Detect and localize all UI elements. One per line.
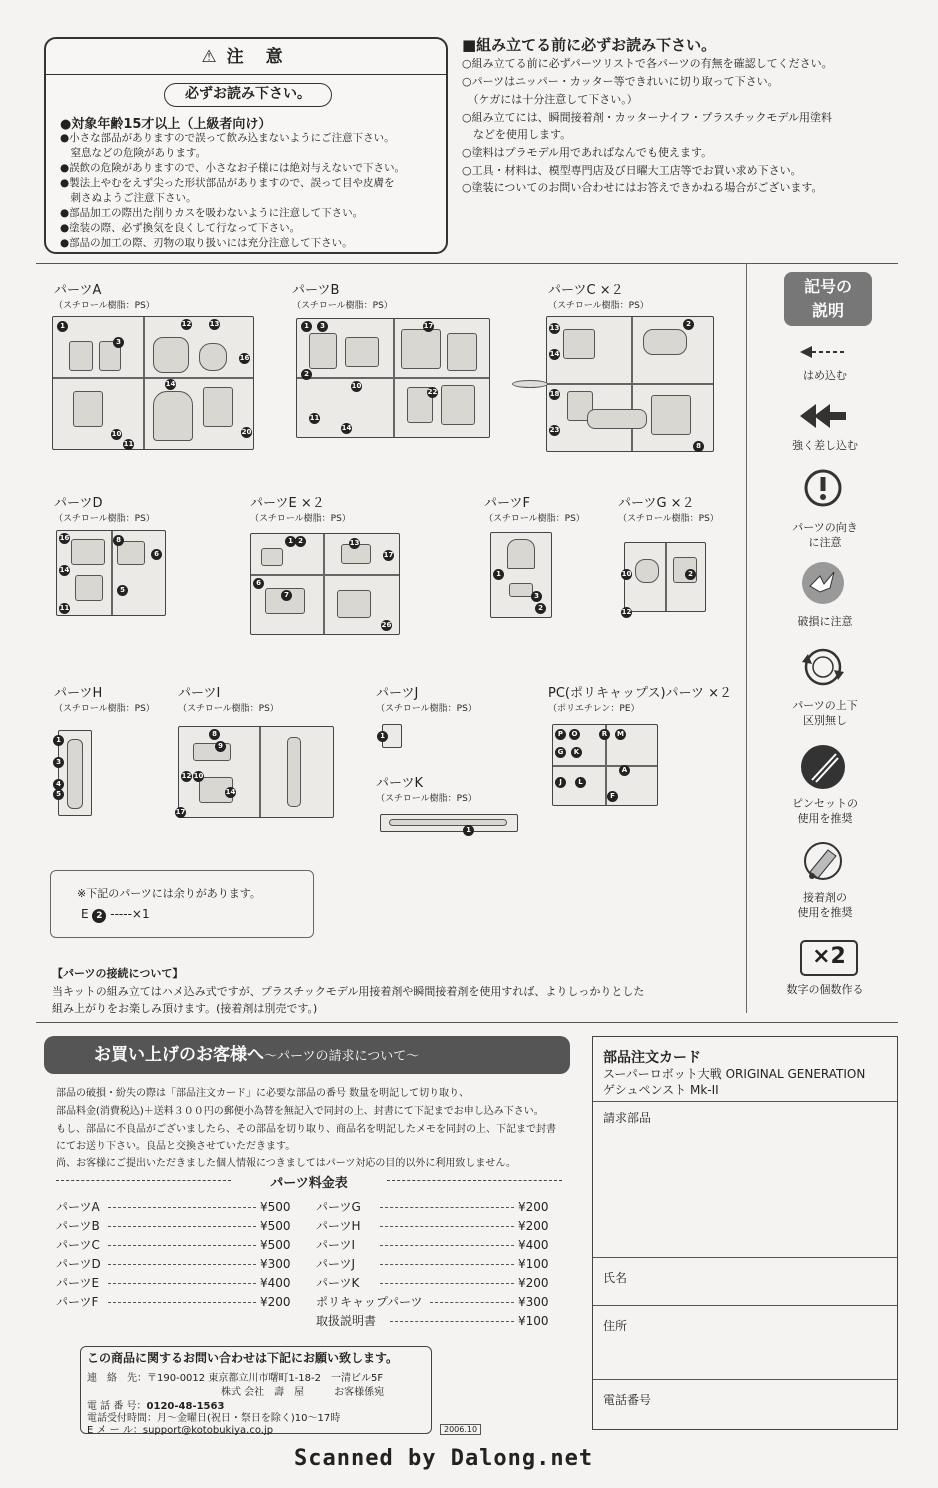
price-value: ¥200 <box>260 1295 291 1309</box>
price-row <box>56 1293 291 1310</box>
part-material: （スチロール樹脂：PS） <box>54 704 155 714</box>
price-row <box>316 1255 549 1272</box>
price-name: パーツB <box>56 1219 100 1233</box>
symbol-panel-title <box>784 272 872 326</box>
blade-piece <box>512 380 548 388</box>
part-pc-header <box>548 682 732 714</box>
price-row <box>56 1236 291 1253</box>
caution-subtitle: 必ずお読み下さい。 <box>164 83 332 107</box>
part-material: （スチロール樹脂：PS） <box>250 514 351 524</box>
part-j-header <box>376 682 477 714</box>
tweezers-icon <box>800 744 846 790</box>
sprue-a: 1 12 13 3 14 16 10 11 20 <box>52 316 254 450</box>
part-material: （スチロール樹脂：PS） <box>548 301 649 311</box>
remainder-item <box>81 907 150 923</box>
sprue-h: 1 3 4 5 <box>58 730 92 816</box>
price-row <box>316 1198 549 1215</box>
contact-label: 電 話 番 号： <box>87 1401 147 1412</box>
purchase-line: 尚、お客様にご提出いただきました個人情報につきましてはパーツ対応の目的以外に利用致しません。 <box>56 1158 516 1169</box>
price-value: ¥200 <box>518 1276 549 1290</box>
symbol-label: ピンセットの 使用を推奨 <box>792 797 858 825</box>
sprue-g: 10 2 12 <box>624 542 706 612</box>
part-label: パーツG ×２ <box>618 496 695 511</box>
break-icon <box>800 560 846 606</box>
price-value: ¥300 <box>518 1295 549 1309</box>
caution-title: 注 意 <box>226 47 291 67</box>
sprue-i: 8 9 12 10 14 17 <box>178 726 334 818</box>
order-card-phone: 電話番号 <box>603 1393 652 1407</box>
contact-address <box>87 1369 383 1384</box>
part-f-header <box>484 492 585 524</box>
purchase-line: 部品料金(消費税込)＋送料３００円の郵便小為替を無記入で同封の上、封書にて下記までお申し込み下さい。 <box>56 1106 544 1117</box>
connection-line: 当キットの組み立てはハメ込み式ですが、プラスチックモデル用接着剤や瞬間接着剤を使用すれば、よりしっかりとした <box>52 985 645 998</box>
order-card-name: 氏名 <box>603 1271 628 1285</box>
sprue-b: 1 3 17 2 10 22 11 14 <box>296 318 490 438</box>
before-line: ○塗装についてのお問い合わせにはお答えできかねる場合がございます。 <box>462 181 823 194</box>
caution-line: ●小さな部品がありますので誤って飲み込まないようにご注意下さい。 <box>60 132 395 144</box>
order-card-request: 請求部品 <box>603 1111 652 1125</box>
price-row <box>56 1255 291 1272</box>
sprue-d: 16 8 6 14 5 11 <box>56 530 166 616</box>
remainder-note: ※下記のパーツには余りがあります。 <box>77 887 261 900</box>
price-name: パーツG <box>316 1200 361 1214</box>
contact-label: 連 絡 先： <box>87 1373 147 1384</box>
price-name: パーツE <box>56 1276 100 1290</box>
caution-line: ●部品加工の際出た削りカスを吸わないように注意して下さい。 <box>60 207 364 219</box>
part-label: パーツJ <box>376 686 419 701</box>
connection-title: 【パーツの接続について】 <box>52 967 184 980</box>
order-card <box>592 1036 898 1430</box>
price-value: ¥200 <box>518 1219 549 1233</box>
purchase-banner-sub: ～パーツの請求について～ <box>264 1049 420 1064</box>
sprue-pc: P O R M G K A J L F <box>552 724 658 806</box>
price-row <box>56 1274 291 1291</box>
part-label: パーツA <box>54 283 102 298</box>
price-row <box>316 1217 549 1234</box>
price-name: パーツK <box>316 1276 360 1290</box>
price-row <box>316 1293 549 1310</box>
price-value: ¥100 <box>518 1314 549 1328</box>
order-card-product: ゲシュペンスト Mk-II <box>603 1083 719 1097</box>
caution-age: ●対象年齢15才以上（上級者向け） <box>60 117 272 132</box>
contact-email <box>87 1421 273 1436</box>
remainder-box <box>50 870 314 938</box>
part-e-header <box>250 492 351 524</box>
part-label: パーツC ×２ <box>548 283 624 298</box>
purchase-banner <box>44 1036 570 1074</box>
price-value: ¥200 <box>518 1200 549 1214</box>
symbol-label: はめ込む <box>803 369 847 382</box>
part-label: パーツK <box>376 776 424 791</box>
price-value: ¥100 <box>518 1257 549 1271</box>
caution-line: ●誤飲の危険がありますので、小さなお子様には絶対与えないで下さい。 <box>60 162 405 174</box>
before-line: ○組み立てる前に必ずパーツリストで各パーツの有無を確認してください。 <box>462 57 833 70</box>
sprue-e: 1 2 13 6 7 17 26 <box>250 533 400 635</box>
part-label: パーツE ×２ <box>250 496 325 511</box>
order-card-product: スーパーロボット大戦 ORIGINAL GENERATION <box>603 1067 866 1081</box>
symbol-title-line2: 説明 <box>811 301 844 320</box>
glue-icon <box>800 838 846 884</box>
contact-company: 株式 会社 壽 屋 お客様係宛 <box>221 1387 385 1398</box>
contact-label: E メ ー ル： <box>87 1425 143 1436</box>
rotate-icon <box>800 644 846 690</box>
contact-label: 電話受付時間： <box>87 1413 157 1424</box>
price-name: パーツA <box>56 1200 100 1214</box>
caution-box <box>44 37 448 254</box>
before-line: ○パーツはニッパー・カッター等できれいに切り取って下さい。 <box>462 75 779 88</box>
price-name: パーツJ <box>316 1257 356 1271</box>
part-material: （スチロール樹脂：PS） <box>292 301 393 311</box>
before-line: ○工具・材料は、模型専門店及び日曜大工店等でお買い求め下さい。 <box>462 164 802 177</box>
price-row <box>316 1274 549 1291</box>
contact-value: 月～金曜日(祝日・祭日を除く)10～17時 <box>157 1413 341 1424</box>
price-name: 取扱説明書 <box>316 1314 377 1328</box>
part-material: （スチロール樹脂：PS） <box>376 794 477 804</box>
part-b-header <box>292 279 393 311</box>
price-value: ¥500 <box>260 1200 291 1214</box>
price-value: ¥400 <box>518 1238 549 1252</box>
symbol-label: パーツの上下 区別無し <box>792 699 858 727</box>
part-label: PC(ポリキャップス)パーツ ×２ <box>548 686 733 701</box>
sprue-k: 1 <box>380 814 518 832</box>
connection-line: 組み上がりをお楽しみ頂けます。(接着剤は別売です。) <box>52 1002 318 1015</box>
part-g-header <box>618 492 719 524</box>
sprue-f: 1 3 2 <box>490 532 552 618</box>
part-material: （スチロール樹脂：PS） <box>54 301 155 311</box>
contact-value: support@kotobukiya.co.jp <box>142 1425 274 1436</box>
symbol-label: 破損に注意 <box>797 615 853 628</box>
sprue-j: 1 <box>382 724 402 748</box>
section-divider <box>36 1022 898 1023</box>
price-row <box>56 1217 291 1234</box>
order-card-title: 部品注文カード <box>603 1050 701 1066</box>
exclamation-icon <box>800 466 846 512</box>
part-material: （スチロール樹脂：PS） <box>178 704 279 714</box>
price-value: ¥500 <box>260 1238 291 1252</box>
purchase-line: 部品の破損・紛失の際は「部品注文カード」に必要な部品の番号 数量を明記して切り取り、 <box>56 1088 470 1099</box>
part-label: パーツF <box>484 496 530 511</box>
part-k-header <box>376 772 477 804</box>
order-card-address: 住所 <box>603 1319 628 1333</box>
caution-line: 窒息などの危険があります。 <box>60 147 207 159</box>
price-row <box>56 1198 291 1215</box>
symbol-label: パーツの向き に注意 <box>792 521 858 549</box>
before-line: ○塗料はプラモデル用であればなんでも使えます。 <box>462 146 713 159</box>
sprue-c: 13 2 14 18 23 8 <box>546 316 714 452</box>
price-name: ポリキャップパーツ <box>316 1295 423 1309</box>
price-name: パーツD <box>56 1257 101 1271</box>
price-value: ¥400 <box>260 1276 291 1290</box>
part-label: パーツB <box>292 283 340 298</box>
remainder-count: -----×1 <box>110 907 150 921</box>
part-material: （スチロール樹脂：PS） <box>54 514 155 524</box>
contact-box <box>80 1346 432 1434</box>
purchase-line: にてお送り下さい。良品と交換させていただきます。 <box>56 1141 296 1152</box>
symbol-label: 接着剤の 使用を推奨 <box>797 891 853 919</box>
part-material: （スチロール樹脂：PS） <box>484 514 585 524</box>
contact-value: 0120-48-1563 <box>146 1401 225 1412</box>
before-line: などを使用します。 <box>462 128 572 141</box>
scan-credit: Scanned by Dalong.net <box>294 1446 594 1471</box>
price-row <box>316 1312 549 1329</box>
part-d-header <box>54 492 155 524</box>
remainder-number: 2 <box>92 909 106 923</box>
part-label: パーツD <box>54 496 103 511</box>
print-date: 2006.10 <box>440 1424 481 1435</box>
caution-line: ●塗装の際、必ず換気を良くして行なって下さい。 <box>60 222 301 234</box>
purchase-line: もし、部品に不良品がございましたら、その部品を切り取り、商品名を明記したメモを同封の上、下記まで封書 <box>56 1124 556 1135</box>
price-row <box>316 1236 549 1253</box>
caution-line: 刺さぬようご注意下さい。 <box>60 192 197 204</box>
price-table-title: パーツ料金表 <box>56 1172 562 1191</box>
part-label: パーツI <box>178 686 221 701</box>
warning-icon: ⚠ <box>201 47 217 67</box>
price-name: パーツH <box>316 1219 361 1233</box>
symbol-label: 数字の個数作る <box>786 983 864 996</box>
before-line: ○組み立てには、瞬間接着剤・カッターナイフ・プラスチックモデル用塗料 <box>462 111 832 124</box>
part-material: （スチロール樹脂：PS） <box>618 514 719 524</box>
purchase-banner-title: お買い上げのお客様へ <box>94 1045 264 1065</box>
part-h-header <box>54 682 155 714</box>
remainder-letter: E <box>81 907 89 921</box>
part-i-header <box>178 682 279 714</box>
part-material: （ポリエチレン：PE） <box>548 704 640 714</box>
symbol-title-line1: 記号の <box>803 277 852 296</box>
contact-title: この商品に関するお問い合わせは下記にお願い致します。 <box>87 1351 399 1365</box>
part-c-header <box>548 279 649 311</box>
caution-line: ●製法上やむをえず尖った形状部品がありますので、誤って目や皮膚を <box>60 177 395 189</box>
price-name: パーツF <box>56 1295 99 1309</box>
x2-icon: ×2 <box>800 940 858 976</box>
before-line: （ケガには十分注意して下さい。） <box>462 93 638 106</box>
part-label: パーツH <box>54 686 103 701</box>
before-title: ■組み立てる前に必ずお読み下さい。 <box>462 36 717 54</box>
caution-header <box>46 39 446 75</box>
contact-value: 〒190-0012 東京都立川市曙町1-18-2 一清ビル5F <box>147 1373 384 1384</box>
price-value: ¥300 <box>260 1257 291 1271</box>
price-name: パーツC <box>56 1238 100 1252</box>
symbol-label: 強く差し込む <box>792 439 858 452</box>
price-value: ¥500 <box>260 1219 291 1233</box>
part-material: （スチロール樹脂：PS） <box>376 704 477 714</box>
price-name: パーツI <box>316 1238 356 1252</box>
caution-line: ●部品の加工の際、刃物の取り扱いには充分注意して下さい。 <box>60 237 353 249</box>
part-a-header <box>54 279 155 311</box>
